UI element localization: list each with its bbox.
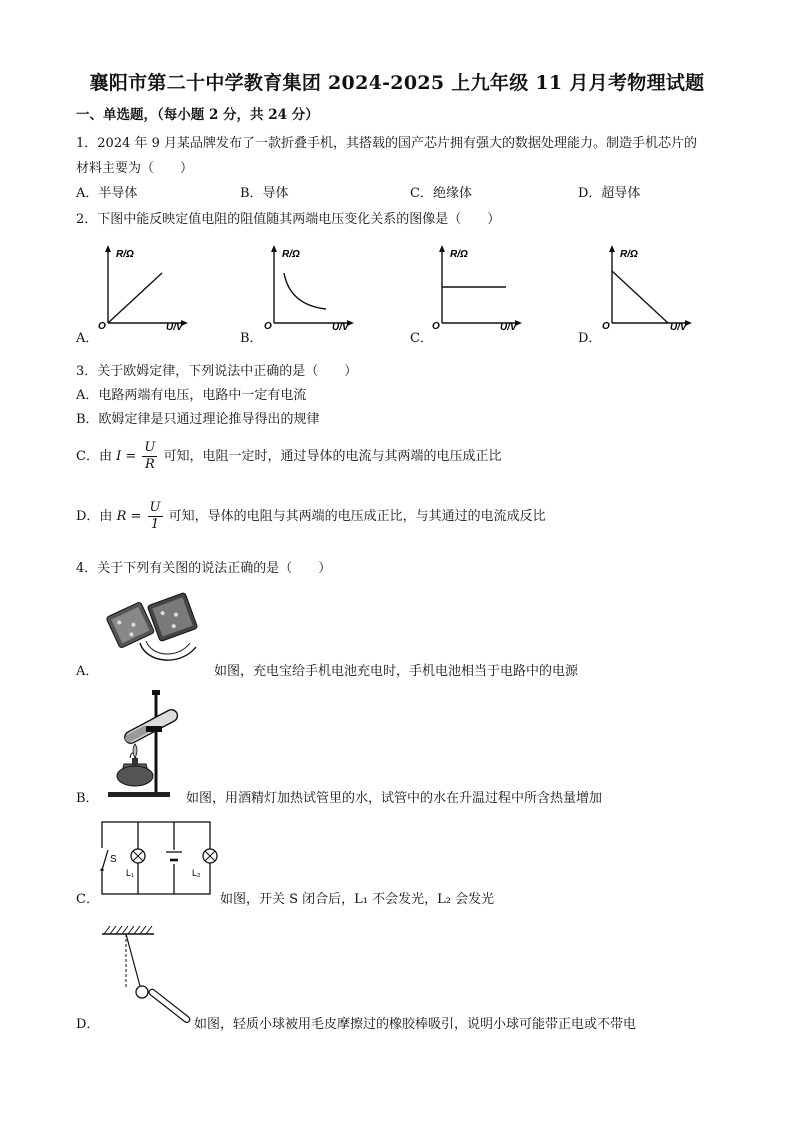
alcohol-lamp-test-tube-image [100, 688, 190, 800]
q2-option-a-letter: A． [76, 331, 99, 346]
q3-d-numerator: U [149, 500, 161, 515]
graph-b-curve [284, 273, 326, 309]
graph-c-ylabel: R/Ω [450, 249, 468, 260]
q4-option-c-text: 如图，开关 S 闭合后，L₁ 不会发光，L₂ 会发光 [220, 892, 495, 907]
question-2-stem: 2．下图中能反映定值电阻的阻值随其两端电压变化关系的图像是（ ） [76, 212, 501, 227]
q3-d-denominator: 1 [150, 517, 160, 532]
q3-d-text: 可知，导体的电阻与其两端的电压成正比，与其通过的电流成反比 [168, 509, 546, 524]
q3-c-fraction [142, 440, 157, 473]
q4-option-d-text: 如图，轻质小球被用毛皮摩擦过的橡胶棒吸引，说明小球可能带正电或不带电 [194, 1017, 637, 1032]
q3-c-text: 可知，电阻一定时，通过导体的电流与其两端的电压成正比 [163, 449, 502, 464]
graph-c-xlabel: U/V [500, 322, 517, 333]
powerbank-phone-image [100, 585, 210, 670]
graph-b [262, 243, 362, 333]
graph-d [600, 243, 700, 333]
q3-c-numerator: U [144, 440, 156, 455]
switch-label: S [110, 854, 117, 865]
q4-option-c-letter: C． [76, 892, 99, 907]
q3-c-lhs: I = [116, 449, 137, 464]
q1-option-d: D．超导体 [578, 186, 641, 201]
q3-c-denominator: R [144, 457, 155, 472]
lamp-l1-label: L₁ [126, 868, 135, 878]
q3-option-c [76, 440, 502, 473]
q4-option-a-letter: A． [76, 664, 99, 679]
graph-a-ylabel: R/Ω [116, 249, 134, 260]
q3-option-a: A．电路两端有电压，电路中一定有电流 [76, 388, 307, 403]
lamp-l2-label: L₂ [192, 868, 201, 878]
q1-option-c: C．绝缘体 [410, 186, 472, 201]
q3-option-d [76, 500, 546, 533]
q1-option-b: B．导体 [240, 186, 289, 201]
graph-a-origin: O [98, 321, 106, 332]
q3-d-lhs: R = [116, 509, 142, 524]
q3-d-prefix: D．由 [76, 509, 113, 524]
graph-a-xlabel: U/V [166, 322, 183, 333]
q3-d-fraction [148, 500, 163, 533]
q1-option-a: A．半导体 [76, 186, 138, 201]
q4-option-d-letter: D． [76, 1017, 100, 1032]
graph-b-origin: O [264, 321, 272, 332]
question-1-stem-line2: 材料主要为（ ） [76, 161, 194, 176]
graph-a-line [108, 273, 162, 323]
graph-d-line [612, 271, 668, 323]
graph-d-ylabel: R/Ω [620, 249, 638, 260]
rubber-rod-icon [148, 988, 191, 1024]
question-1-stem-line1: 1．2024 年 9 月某品牌发布了一款折叠手机，其搭载的国产芯片拥有强大的数据处理能力。制造手机芯片的 [76, 136, 698, 151]
q4-option-b-text: 如图，用酒精灯加热试管里的水，试管中的水在升温过程中所含热量增加 [186, 791, 603, 806]
q2-option-d-letter: D． [578, 331, 602, 346]
graph-d-origin: O [602, 321, 610, 332]
graph-b-ylabel: R/Ω [282, 249, 300, 260]
q4-option-a-text: 如图，充电宝给手机电池充电时，手机电池相当于电路中的电源 [214, 664, 579, 679]
graph-b-xlabel: U/V [332, 322, 349, 333]
q3-c-prefix: C．由 [76, 449, 112, 464]
graph-d-xlabel: U/V [670, 322, 687, 333]
ball-icon [136, 986, 148, 998]
q3-option-b: B．欧姆定律是只通过理论推导得出的规律 [76, 412, 320, 427]
circuit-diagram [96, 818, 218, 900]
graph-c [430, 243, 530, 333]
graph-c-origin: O [432, 321, 440, 332]
suspended-ball-rod-image [100, 924, 196, 1028]
q2-option-b-letter: B． [240, 331, 263, 346]
q2-option-c-letter: C． [410, 331, 433, 346]
q4-option-b-letter: B． [76, 791, 99, 806]
section-heading: 一、单选题，（每小题 2 分，共 24 分） [76, 107, 319, 123]
page-title: 襄阳市第二十中学教育集团 2024-2025 上九年级 11 月月考物理试题 [89, 72, 705, 94]
question-3-stem: 3．关于欧姆定律，下列说法中正确的是（ ） [76, 364, 358, 379]
graph-a [96, 243, 196, 333]
question-4-stem: 4．关于下列有关图的说法正确的是（ ） [76, 561, 332, 576]
